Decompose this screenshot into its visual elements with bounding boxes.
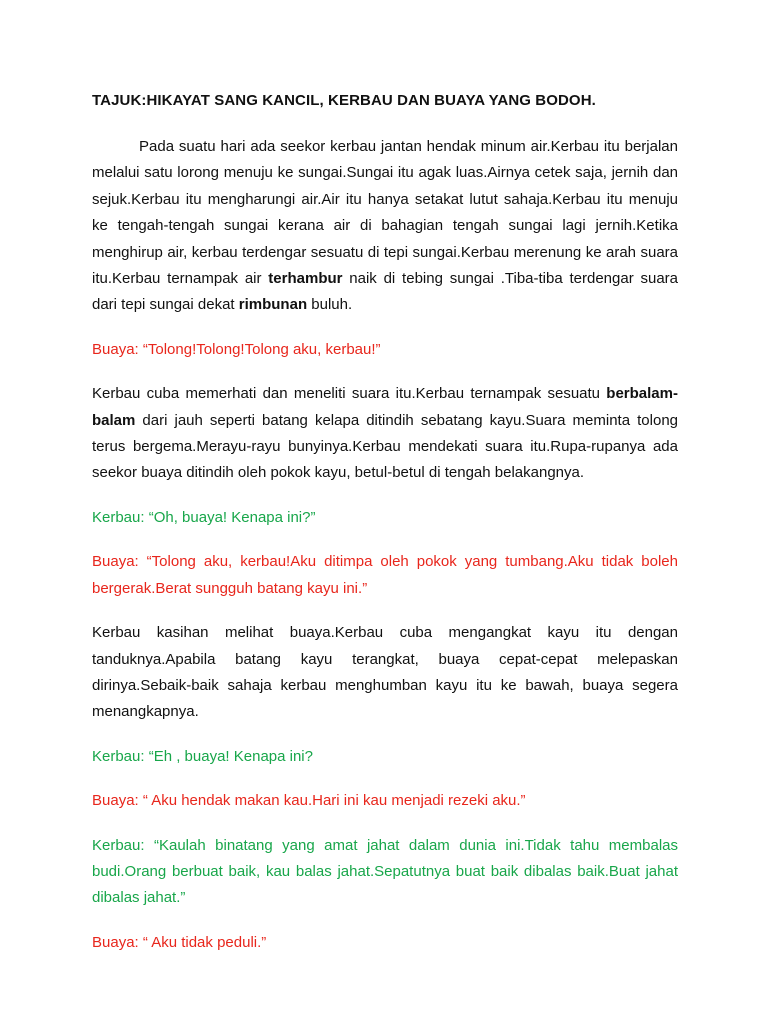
paragraph-3: Kerbau kasihan melihat buaya.Kerbau cuba mengangkat kayu itu dengan tanduknya.Apabila batang kayu terangkat, buaya cepat-cepat melepaskan dirinya.Sebaik-baik sahaja kerbau menghumban kayu itu ke bawah, buaya segera menangkapnya. [92,624,678,721]
bold-word-rimbunan: rimbunan [238,296,308,314]
paragraph-2 [92,381,678,487]
dialogue-kerbau-3-text-c: jahat dibalas jahat.” [92,862,679,907]
bold-word-berbalam-balam: berbalam-balam [92,385,678,429]
dialogue-kerbau-3-text-a: Kerbau: “Kaulah binatang yang amat jahat dalam dunia ini.Tidak tahu membalas [92,836,678,854]
dialogue-kerbau-3-text-b: budi.Orang berbuat baik, kau balas jahat.Sepatutnya buat baik dibalas baik.Buat [92,862,640,880]
dialogue-buaya-3: Buaya: “ Aku hendak makan kau.Hari ini kau menjadi rezeki aku.” [92,792,526,810]
dialogue-buaya-1: Buaya: “Tolong!Tolong!Tolong aku, kerbau!” [92,340,381,358]
page-title: TAJUK:HIKAYAT SANG KANCIL, KERBAU DAN BUAYA YANG BODOH. [92,92,596,109]
dialogue-buaya-2-text-b: Aku ditimpa oleh pokok yang tumbang.Aku tidak boleh bergerak.Berat sungguh batang kayu ini. [92,553,678,597]
paragraph-2-text-b: dari jauh seperti batang kelapa ditindih sebatang kayu.Suara meminta tolong terus bergema.Merayu-rayu bunyinya.Kerbau mendekati suara itu.Rupa-rupanya ada seekor buaya ditindih oleh pokok kayu, betul-betul di tengah belakangnya. [92,411,678,482]
dialogue-buaya-2-text-a: Buaya: “Tolong aku, kerbau! [92,553,291,571]
bold-word-terhambur: terhambur [268,270,343,288]
dialogue-kerbau-2: Kerbau: “Eh , buaya! Kenapa ini? [92,747,313,765]
dialogue-buaya-2 [92,549,678,602]
paragraph-1-text-b: naik di tebing sungai .Tiba-tiba terdengar suara dari tepi sungai dekat [92,270,678,314]
paragraph-1-text-c: buluh. [307,296,353,314]
paragraph-1 [92,134,678,319]
dialogue-buaya-2-text-c: ” [362,579,368,597]
paragraph-2-text-a: Kerbau cuba memerhati dan meneliti suara itu.Kerbau ternampak sesuatu [92,385,607,403]
dialogue-buaya-4: Buaya: “ Aku tidak peduli.” [92,933,267,951]
dialogue-kerbau-3 [92,833,678,912]
dialogue-kerbau-1: Kerbau: “Oh, buaya! Kenapa ini?” [92,508,316,526]
paragraph-1-text-a: Pada suatu hari ada seekor kerbau jantan hendak minum air.Kerbau itu berjalan melalui satu lorong menuju ke sungai.Sungai itu agak luas.Airnya cetek saja, jernih dan sejuk.Kerbau itu mengharungi air.Air itu hanya setakat lutut sahaja.Kerbau itu menuju ke tengah-tengah sungai kerana air di bahagian tengah sungai lagi jernih.Ketika menghirup air, kerbau terdengar sesuatu di tepi sungai.Kerbau merenung ke arah suara itu.Kerbau ternampak air [92,138,678,288]
